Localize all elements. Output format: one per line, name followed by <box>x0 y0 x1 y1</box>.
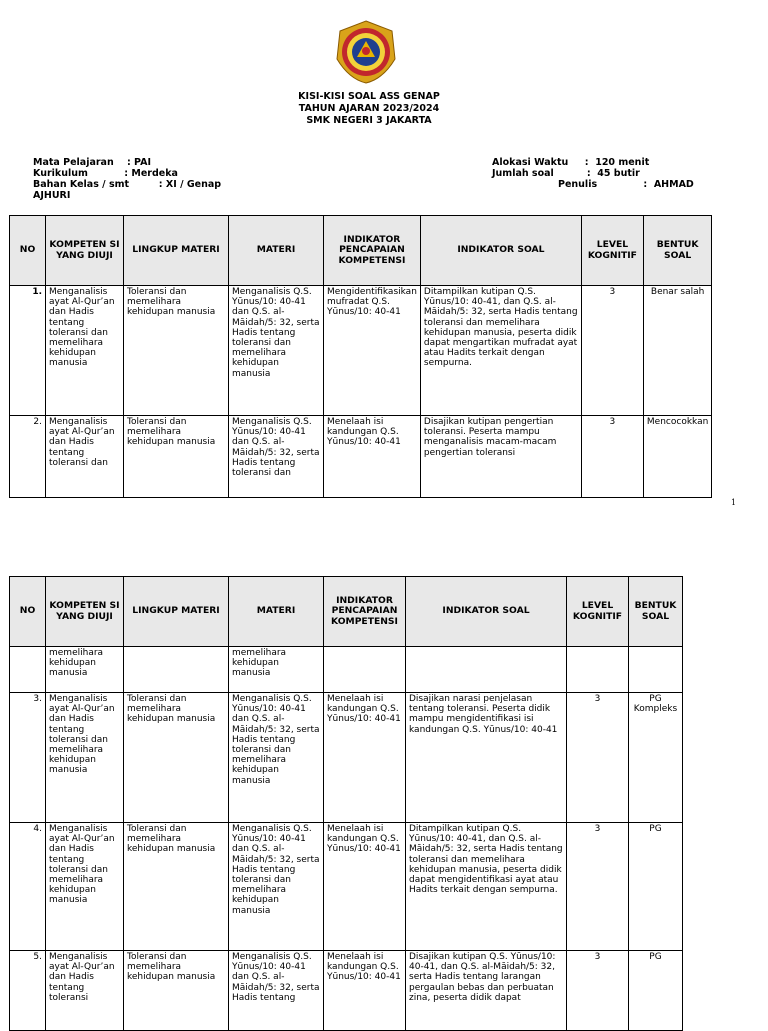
cell-lingkup: Toleransi dan memelihara kehidupan manusia <box>124 693 229 823</box>
table-header-row <box>10 577 683 647</box>
header-indikator-pencapaian: INDIKATOR PENCAPAIAN KOMPETENSI <box>324 577 406 647</box>
cell-bentuk: Benar salah <box>643 286 711 416</box>
cell-level <box>567 647 629 693</box>
cell-bentuk: Mencocokkan <box>643 416 711 498</box>
header-level: LEVEL KOGNITIF <box>581 216 643 286</box>
meta-left <box>33 157 221 201</box>
cell-level: 3 <box>567 693 629 823</box>
page-number: 1 <box>731 498 737 507</box>
cell-bentuk: PG <box>629 823 683 951</box>
cell-indikator-pencapaian: Mengidentifikasikan mufradat Q.S. Yūnus/10: 40-41 <box>324 286 421 416</box>
cell-indikator-soal: Disajikan kutipan pengertian toleransi. Peserta mampu menganalisis macam-macam pengertian toleransi <box>420 416 581 498</box>
kisi-table-page1 <box>9 215 712 498</box>
cell-indikator-soal: Ditampilkan kutipan Q.S. Yūnus/10: 40-41, dan Q.S. al-Māidah/5: 32, serta Hadis tentang toleransi dan memelihara kehidupan manusia, peserta didik dapat mengartikan mufradat ayat atau Hadits terkait dengan sempurna. <box>420 286 581 416</box>
cell-indikator-soal: Disajikan kutipan Q.S. Yūnus/10: 40-41, dan Q.S. al-Māidah/5: 32, serta Hadis tentang larangan pergaulan bebas dan perbuatan zina, peserta didik dapat <box>406 951 567 1031</box>
cell-level: 3 <box>581 286 643 416</box>
cell-no: 3. <box>10 693 46 823</box>
cell-level: 3 <box>581 416 643 498</box>
meta-alokasi: Alokasi Waktu : 120 menit <box>492 157 650 168</box>
header-kompetensi: KOMPETEN SI YANG DIUJI <box>46 577 124 647</box>
cell-kompetensi: Menganalisis ayat Al-Qur’an dan Hadis tentang toleransi dan memelihara kehidupan manusia <box>46 286 124 416</box>
header-no: NO <box>10 577 46 647</box>
table-row <box>10 693 683 823</box>
cell-no <box>10 647 46 693</box>
header-materi: MATERI <box>229 577 324 647</box>
cell-lingkup: Toleransi dan memelihara kehidupan manusia <box>124 823 229 951</box>
cell-no: 2. <box>10 416 46 498</box>
header-lingkup: LINGKUP MATERI <box>124 577 229 647</box>
cell-lingkup: Toleransi dan memelihara kehidupan manusia <box>124 951 229 1031</box>
cell-indikator-pencapaian <box>324 647 406 693</box>
header-materi: MATERI <box>229 216 324 286</box>
cell-kompetensi: memelihara kehidupan manusia <box>46 647 124 693</box>
table-row <box>10 416 712 498</box>
cell-indikator-pencapaian: Menelaah isi kandungan Q.S. Yūnus/10: 40-41 <box>324 416 421 498</box>
header-bentuk: BENTUK SOAL <box>643 216 711 286</box>
cell-indikator-pencapaian: Menelaah isi kandungan Q.S. Yūnus/10: 40-41 <box>324 823 406 951</box>
cell-materi: Menganalisis Q.S. Yūnus/10: 40-41 dan Q.S. al-Māidah/5: 32, serta Hadis tentang toleransi dan memelihara kehidupan manusia <box>229 286 324 416</box>
table-header-row <box>10 216 712 286</box>
cell-materi: Menganalisis Q.S. Yūnus/10: 40-41 dan Q.S. al-Māidah/5: 32, serta Hadis tentang toleransi dan memelihara kehidupan manusia <box>229 823 324 951</box>
meta-penulis-cont: AJHURI <box>33 190 71 201</box>
table-row <box>10 647 683 693</box>
title-line-3: SMK NEGERI 3 JAKARTA <box>306 115 432 126</box>
kisi-table-page2 <box>9 576 683 1031</box>
cell-bentuk: PG <box>629 951 683 1031</box>
document-title <box>0 91 738 127</box>
school-logo <box>333 19 399 85</box>
cell-materi: memelihara kehidupan manusia <box>229 647 324 693</box>
cell-lingkup <box>124 647 229 693</box>
cell-kompetensi: Menganalisis ayat Al-Qur’an dan Hadis tentang toleransi dan memelihara kehidupan manusia <box>46 693 124 823</box>
cell-lingkup: Toleransi dan memelihara kehidupan manusia <box>124 416 229 498</box>
cell-indikator-pencapaian: Menelaah isi kandungan Q.S. Yūnus/10: 40-41 <box>324 693 406 823</box>
header-indikator-soal: INDIKATOR SOAL <box>406 577 567 647</box>
header-kompetensi: KOMPETEN SI YANG DIUJI <box>46 216 124 286</box>
table-row <box>10 823 683 951</box>
cell-kompetensi: Menganalisis ayat Al-Qur’an dan Hadis tentang toleransi dan <box>46 416 124 498</box>
meta-kurikulum: Kurikulum : Merdeka <box>33 168 178 179</box>
table-row <box>10 286 712 416</box>
meta-kelas: Bahan Kelas / smt : XI / Genap <box>33 179 222 190</box>
cell-kompetensi: Menganalisis ayat Al-Qur’an dan Hadis tentang toleransi dan memelihara kehidupan manusia <box>46 823 124 951</box>
header-indikator-soal: INDIKATOR SOAL <box>420 216 581 286</box>
header-level: LEVEL KOGNITIF <box>567 577 629 647</box>
table-row <box>10 951 683 1031</box>
cell-no: 1. <box>10 286 46 416</box>
meta-mapel: Mata Pelajaran : PAI <box>33 157 152 168</box>
title-line-2: TAHUN AJARAN 2023/2024 <box>298 103 440 114</box>
cell-no: 5. <box>10 951 46 1031</box>
cell-lingkup: Toleransi dan memelihara kehidupan manusia <box>124 286 229 416</box>
header-bentuk: BENTUK SOAL <box>629 577 683 647</box>
cell-indikator-soal <box>406 647 567 693</box>
cell-bentuk: PG Kompleks <box>629 693 683 823</box>
header-indikator-pencapaian: INDIKATOR PENCAPAIAN KOMPETENSI <box>324 216 421 286</box>
header-no: NO <box>10 216 46 286</box>
title-line-1: KISI-KISI SOAL ASS GENAP <box>298 91 440 102</box>
cell-no: 4. <box>10 823 46 951</box>
cell-level: 3 <box>567 823 629 951</box>
cell-indikator-soal: Disajikan narasi penjelasan tentang toleransi. Peserta didik mampu mengidentifikasi isi kandungan Q.S. Yūnus/10: 40-41 <box>406 693 567 823</box>
cell-indikator-soal: Ditampilkan kutipan Q.S. Yūnus/10: 40-41, dan Q.S. al-Māidah/5: 32, serta Hadis tentang toleransi dan memelihara kehidupan manusia, peserta didik dapat mengidentifikasi ayat atau Hadits terkait dengan sempurna. <box>406 823 567 951</box>
cell-kompetensi: Menganalisis ayat Al-Qur’an dan Hadis tentang toleransi <box>46 951 124 1031</box>
cell-level: 3 <box>567 951 629 1031</box>
cell-indikator-pencapaian: Menelaah isi kandungan Q.S. Yūnus/10: 40-41 <box>324 951 406 1031</box>
meta-right <box>492 157 694 190</box>
meta-jumlah: Jumlah soal : 45 butir <box>492 168 640 179</box>
cell-materi: Menganalisis Q.S. Yūnus/10: 40-41 dan Q.S. al-Māidah/5: 32, serta Hadis tentang toleransi dan memelihara kehidupan manusia <box>229 693 324 823</box>
cell-materi: Menganalisis Q.S. Yūnus/10: 40-41 dan Q.S. al-Māidah/5: 32, serta Hadis tentang toleransi dan <box>229 416 324 498</box>
meta-penulis: Penulis : AHMAD <box>558 179 694 190</box>
header-lingkup: LINGKUP MATERI <box>124 216 229 286</box>
cell-bentuk <box>629 647 683 693</box>
cell-materi: Menganalisis Q.S. Yūnus/10: 40-41 dan Q.S. al-Māidah/5: 32, serta Hadis tentang <box>229 951 324 1031</box>
